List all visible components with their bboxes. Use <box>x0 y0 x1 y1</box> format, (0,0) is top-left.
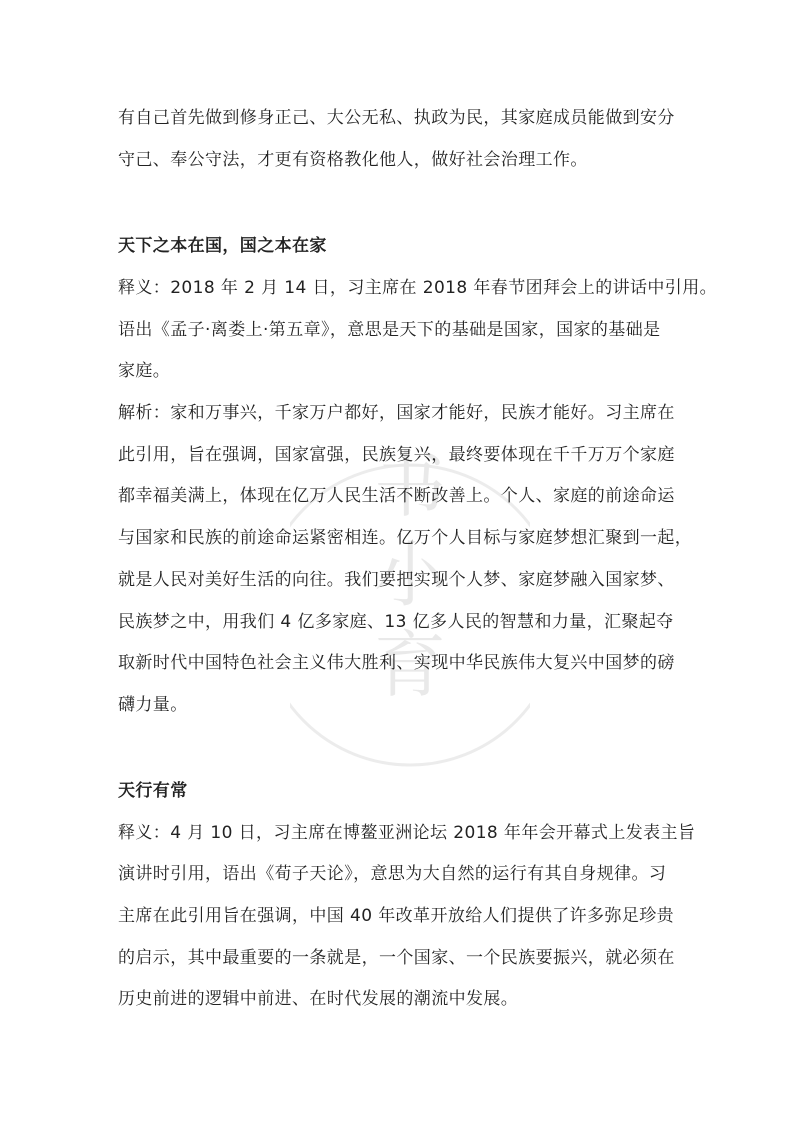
paragraph-line: 取新时代中国特色社会主义伟大胜利、实现中华民族伟大复兴中国梦的磅 <box>118 653 675 673</box>
paragraph-line: 礴力量。 <box>118 695 188 715</box>
paragraph-line: 家庭。 <box>118 361 171 381</box>
watermark-char-3: 育 <box>373 623 447 707</box>
paragraph-line: 与国家和民族的前途命运紧密相连。亿万个人目标与家庭梦想汇聚到一起， <box>118 528 693 548</box>
paragraph-line: 演讲时引用，语出《荀子天论》，意思为大自然的运行有其自身规律。习 <box>118 864 667 884</box>
watermark-logo <box>290 430 530 780</box>
paragraph-line: 此引用，旨在强调，国家富强，民族复兴，最终要体现在千千万万个家庭 <box>118 445 675 465</box>
watermark-char-1: 书 <box>373 443 447 527</box>
paragraph-line: 的启示，其中最重要的一条就是，一个国家、一个民族要振兴，就必须在 <box>118 948 675 968</box>
paragraph-line: 释义：2018 年 2 月 14 日，习主席在 2018 年春节团拜会上的讲话中引用。 <box>118 278 718 298</box>
paragraph-line: 有自己首先做到修身正己、大公无私、执政为民，其家庭成员能做到安分 <box>118 108 675 128</box>
paragraph-line: 释义：4 月 10 日，习主席在博鳌亚洲论坛 2018 年年会开幕式上发表主旨 <box>118 823 696 843</box>
paragraph-line: 都幸福美满上，体现在亿万人民生活不断改善上。个人、家庭的前途命运 <box>118 486 675 506</box>
paragraph-line: 守己、奉公守法，才更有资格教化他人，做好社会治理工作。 <box>118 150 588 170</box>
paragraph-line: 就是人民对美好生活的向往。我们要把实现个人梦、家庭梦融入国家梦、 <box>118 570 675 590</box>
paragraph-line: 语出《孟子·离娄上·第五章》，意思是天下的基础是国家，国家的基础是 <box>118 320 661 340</box>
paragraph-line: 历史前进的逻辑中前进、在时代发展的潮流中发展。 <box>118 989 519 1009</box>
section-heading: 天行有常 <box>118 781 188 801</box>
watermark-char-2: 小 <box>373 533 447 617</box>
paragraph-line: 主席在此引用旨在强调，中国 40 年改革开放给人们提供了许多弥足珍贵 <box>118 906 675 926</box>
section-heading: 天下之本在国，国之本在家 <box>118 236 327 256</box>
paragraph-line: 民族梦之中，用我们 4 亿多家庭、13 亿多人民的智慧和力量，汇聚起夺 <box>118 612 674 632</box>
paragraph-line: 解析：家和万事兴，千家万户都好，国家才能好，民族才能好。习主席在 <box>118 403 675 423</box>
